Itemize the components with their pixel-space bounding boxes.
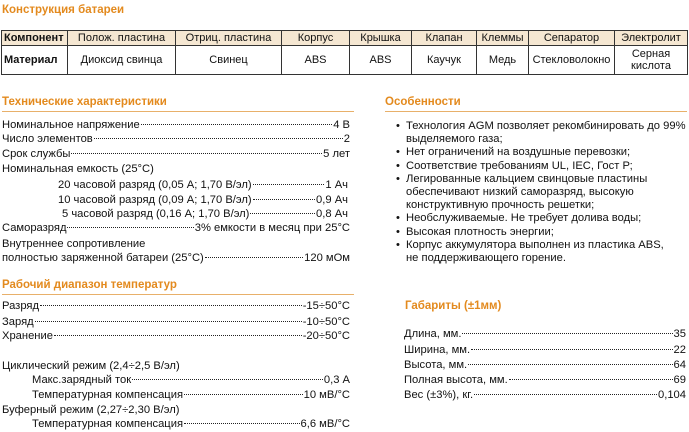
material-cell: Каучук [412,46,477,75]
spec-internal-resistance: полностью заряженной батареи (25°С) 120 мОм [2,252,350,264]
dimension-row: Высота, мм. 64 [404,359,686,371]
buffer-row: Температурная компенсация 6,6 мВ/°С [32,418,350,430]
dimension-row: Длина, мм. 35 [404,328,686,340]
material-row-label: Материал [2,46,68,75]
specs-title-rule [2,111,354,112]
capacity-heading: Номинальная емкость (25°С) [2,163,154,175]
cyclic-heading: Циклический режим (2,4÷2,5 В/эл) [2,360,180,372]
dimension-row: Ширина, мм. 22 [404,344,686,356]
buffer-heading: Буферный режим (2,27÷2,30 В/эл) [2,404,180,416]
material-cell: Свинец [176,46,282,75]
feature-item: • Технология AGM позволяет рекомбинировать до 99% выделяемого газа; [396,120,686,146]
feature-item: • Нет ограничений на воздушные перевозки; [396,146,631,159]
capacity-row: 10 часовой разряд (0,09 А; 1,70 В/эл) 0,9 Ач [58,194,348,206]
feature-item: • Корпус аккумулятора выполнен из пластика ABS, не поддерживающего горение. [396,238,664,265]
features-list [396,120,688,265]
material-cell: ABS [282,46,350,75]
capacity-row: 5 часовой разряд (0,16 А; 1,70 В/эл) 0,8 Ач [62,208,348,220]
temperature-row: Заряд -10÷50°С [2,316,350,328]
dimension-row: Полная высота, мм. 69 [404,374,686,386]
temperature-title: Рабочий диапазон температур [2,279,177,291]
temperature-row: Разряд -15÷50°С [2,300,350,312]
material-row [2,46,688,75]
feature-item: • Необслуживаемые. Не требует долива воды; [396,212,642,225]
component-row [2,31,688,46]
bullet-icon: • [396,120,400,132]
feature-item: • Высокая плотность энергии; [396,225,554,238]
spec-cells: Число элементов 2 [2,133,350,145]
capacity-row: 20 часовой разряд (0,05 А; 1,70 В/эл) 1 Ач [58,179,348,191]
construction-title: Конструкция батареи [2,4,125,16]
component-row-label: Компонент [2,31,68,46]
bullet-icon: • [396,238,400,251]
cyclic-row: Температурная компенсация 10 мВ/°С [32,389,350,401]
component-cell: Полож. пластина [68,31,176,46]
construction-table [1,30,688,75]
component-cell: Клеммы [477,31,529,46]
dimension-row: Вес (±3%), кг. 0,104 [404,389,686,401]
bullet-icon: • [396,212,400,225]
bullet-icon: • [396,172,400,185]
bullet-icon: • [396,159,400,172]
material-cell: Диоксид свинца [68,46,176,75]
cyclic-row: Макс.зарядный ток 0,3 А [32,374,350,386]
spec-self-discharge: Саморазряд 3% емкости в месяц при 25°С [2,222,350,234]
component-cell: Клапан [412,31,477,46]
material-cell: Медь [477,46,529,75]
component-cell: Сепаратор [529,31,615,46]
component-cell: Корпус [282,31,350,46]
features-title-rule [385,111,687,112]
component-cell: Крышка [350,31,412,46]
specs-title: Технические характеристики [2,96,167,108]
material-cell: ABS [350,46,412,75]
spec-nominal-voltage: Номинальное напряжение 4 В [2,119,350,131]
material-cell: Серная кислота [615,46,688,75]
bullet-icon: • [396,225,400,238]
internal-resistance-heading: Внутреннее сопротивление [2,238,146,250]
spec-service-life: Срок службы 5 лет [2,148,350,160]
features-title: Особенности [385,96,461,108]
temperature-row: Хранение -20÷50°С [2,330,350,342]
feature-item: • Легированные кальцием свинцовые пластины обеспечивают низкий саморазряд, высокую конструктивную прочность решетки; [396,172,648,212]
component-cell: Электролит [615,31,688,46]
dimensions-title: Габариты (±1мм) [405,300,502,312]
material-cell: Стекловолокно [529,46,615,75]
feature-item: • Соответствие требованиям UL, IEC, Гост Р; [396,159,633,172]
component-cell: Отриц. пластина [176,31,282,46]
temperature-title-rule [2,294,354,295]
bullet-icon: • [396,146,400,159]
